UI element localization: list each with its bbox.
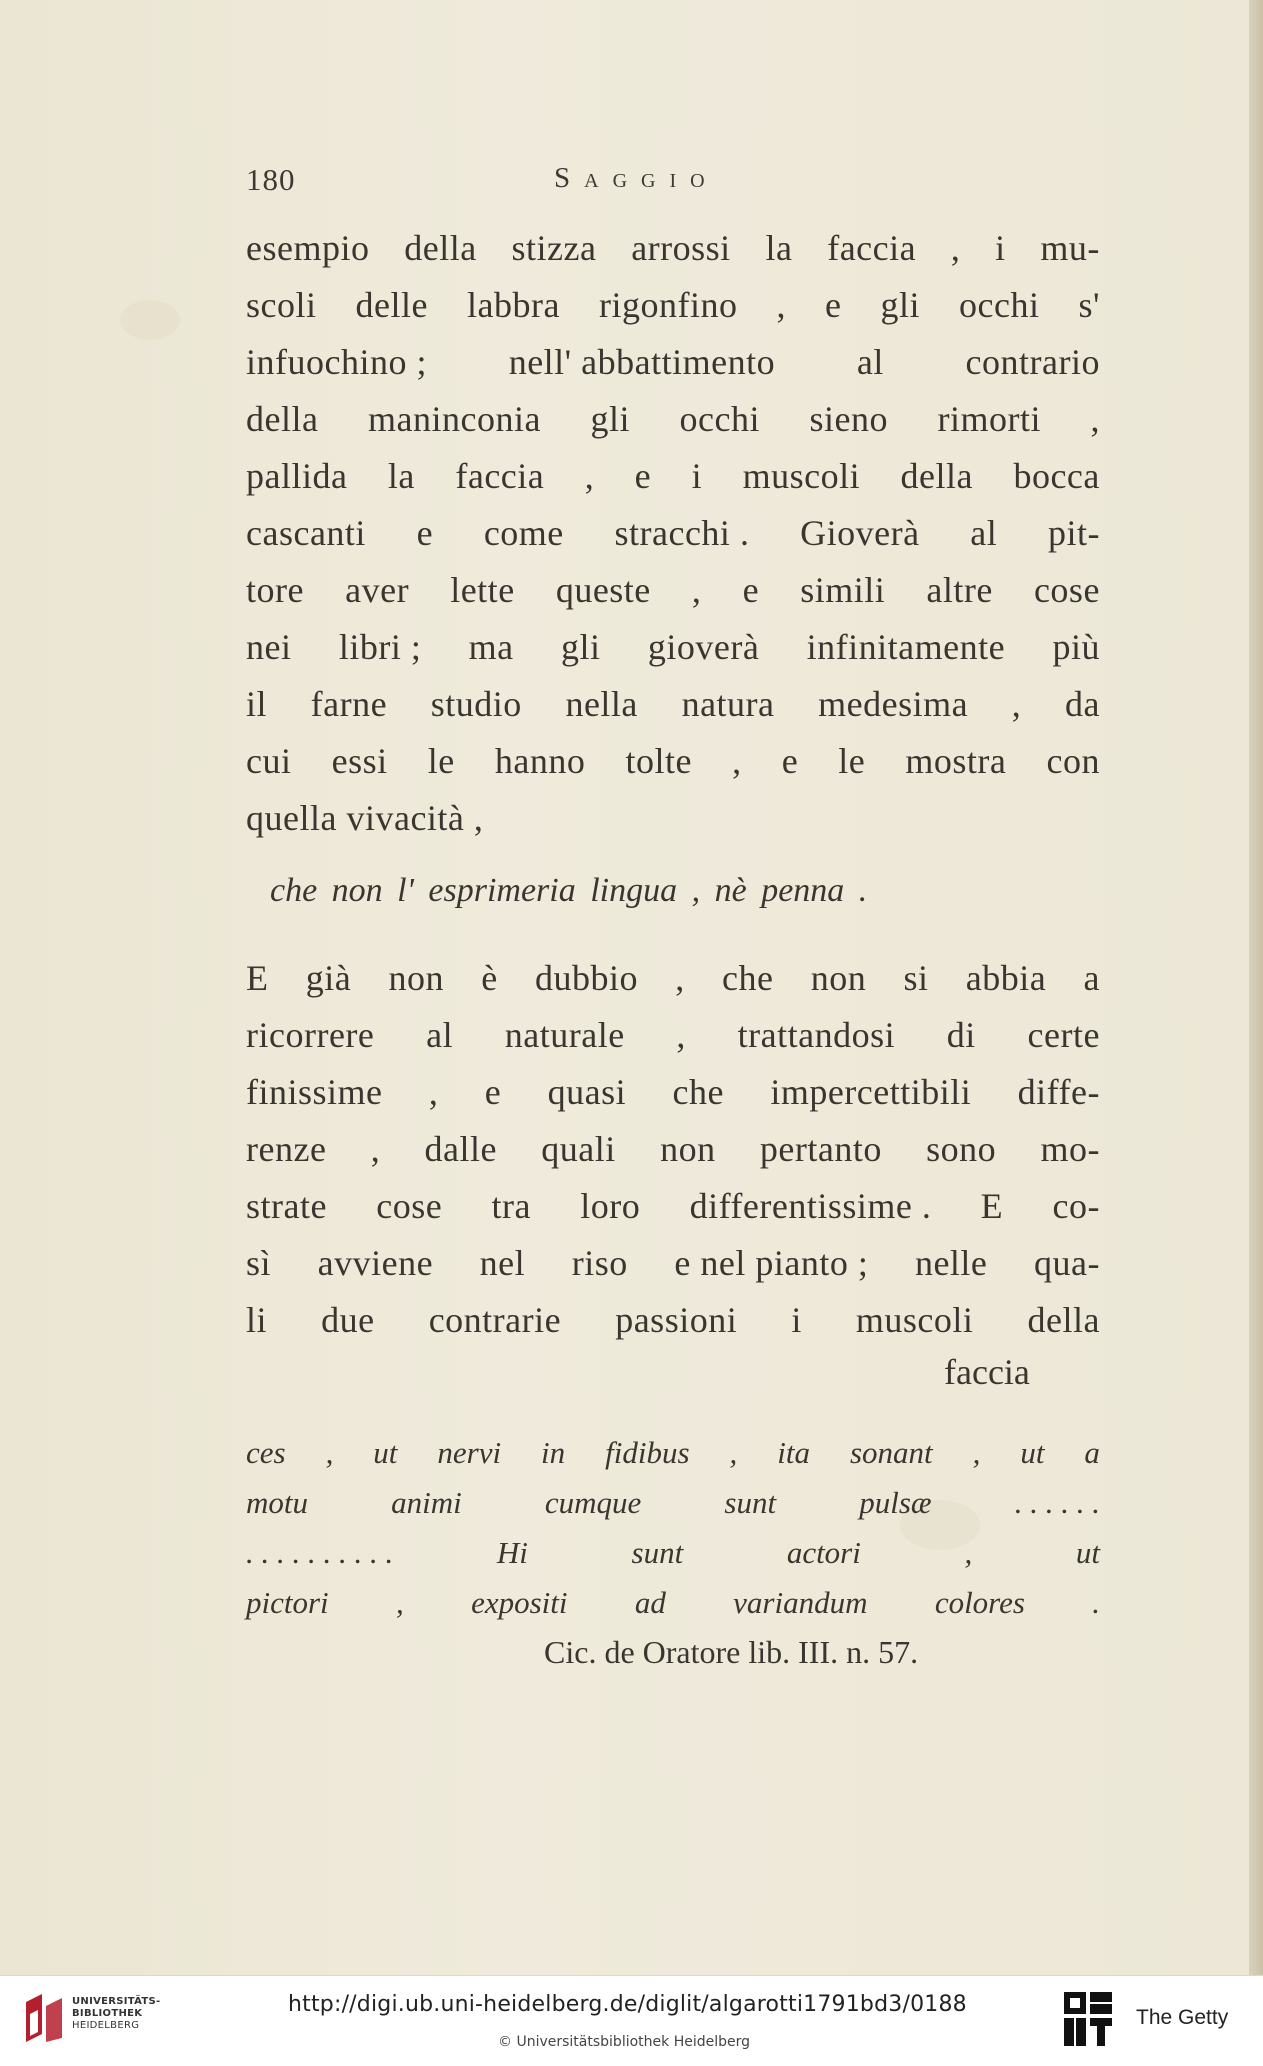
word: cose [1033, 570, 1100, 610]
word: nervi [437, 1435, 502, 1470]
word: la [387, 456, 415, 496]
word: della [246, 399, 319, 439]
word: gli [880, 285, 920, 325]
word: occhi [959, 285, 1040, 325]
page-number: 180 [246, 162, 296, 197]
word: dalle [424, 1129, 497, 1169]
word: al [426, 1015, 454, 1055]
word: i [791, 1300, 802, 1340]
word: pulsæ [859, 1485, 932, 1520]
word: ces [246, 1435, 286, 1470]
word: della [404, 228, 477, 268]
word: , [676, 1015, 686, 1055]
word: essi [331, 741, 388, 781]
word: nel [479, 1243, 526, 1283]
word: in [541, 1435, 566, 1470]
library-name-line: UNIVERSITÄTS- [72, 1996, 161, 2007]
word: , [964, 1535, 973, 1570]
word: cui [246, 741, 292, 781]
text-line [246, 505, 1100, 562]
word: muscoli [855, 1300, 974, 1340]
word: diffe- [1017, 1072, 1100, 1112]
library-name-line: HEIDELBERG [72, 2020, 140, 2031]
word: contrarie [428, 1300, 562, 1340]
page-edge [1249, 0, 1263, 1975]
copyright-notice: © Universitätsbibliothek Heidelberg [498, 2034, 751, 2050]
word: con [1046, 741, 1100, 781]
word: già [305, 958, 352, 998]
word: pallida [246, 456, 348, 496]
word: mu- [1040, 228, 1100, 268]
latin-footnote [246, 1428, 1100, 1628]
word: si [903, 958, 929, 998]
word: nei [246, 627, 292, 667]
word: expositi [471, 1585, 568, 1620]
word: , [675, 958, 685, 998]
word: dubbio [534, 958, 638, 998]
text-line [246, 334, 1100, 391]
word: loro [580, 1186, 641, 1226]
catchword: faccia [944, 1352, 1030, 1392]
word: E [980, 1186, 1004, 1226]
word: farne [310, 684, 388, 724]
word: sunt [631, 1535, 684, 1570]
word: natura [681, 684, 775, 724]
word: mo- [1040, 1129, 1100, 1169]
word: non [810, 958, 867, 998]
word: riso [571, 1243, 628, 1283]
text-line [246, 1235, 1100, 1292]
paper-stain [120, 300, 180, 340]
word: pictori [246, 1585, 329, 1620]
text-line [246, 733, 1100, 790]
word: che [721, 958, 774, 998]
word: motu [246, 1485, 308, 1520]
word: di [946, 1015, 976, 1055]
word: da [1064, 684, 1100, 724]
permalink-url[interactable]: http://digi.ub.uni-heidelberg.de/diglit/algarotti1791bd3/0188 [288, 1992, 967, 2017]
word: sì [246, 1243, 272, 1283]
word: delle [355, 285, 428, 325]
verse-quotation: che non l' esprimeria lingua , nè penna . [270, 872, 868, 909]
word: infuochino ; [246, 342, 427, 382]
word: scoli [246, 285, 317, 325]
word: contrario [965, 342, 1100, 382]
word: cumque [544, 1485, 642, 1520]
word: qua- [1034, 1243, 1100, 1283]
word: rimorti [937, 399, 1041, 439]
word: non [660, 1129, 716, 1169]
word: ut [1075, 1535, 1100, 1570]
word: faccia [827, 228, 917, 268]
word: lette [450, 570, 515, 610]
word: due [321, 1300, 375, 1340]
word: , [732, 741, 742, 781]
main-paragraph [246, 220, 1100, 847]
partner-name: The Getty [1136, 2006, 1229, 2029]
word: avviene [317, 1243, 434, 1283]
word: ut [1020, 1435, 1045, 1470]
word: tolte [625, 741, 692, 781]
getty-logo-icon [1062, 1990, 1114, 2050]
word: e [781, 741, 799, 781]
word: infinitamente [806, 627, 1006, 667]
footnote-citation: Cic. de Oratore lib. III. n. 57. [544, 1634, 919, 1670]
second-paragraph [246, 950, 1100, 1349]
word: impercettibili [770, 1072, 972, 1112]
word: che [672, 1072, 724, 1112]
word: bocca [1013, 456, 1100, 496]
word: , [729, 1435, 738, 1470]
word: faccia [455, 456, 545, 496]
word: più [1052, 627, 1100, 667]
word: animi [391, 1485, 462, 1520]
word: quella vivacità , [246, 798, 484, 838]
word: non [388, 958, 444, 998]
university-library-logo-icon [22, 1992, 68, 2044]
word: e [416, 513, 434, 553]
word: cose [376, 1186, 443, 1226]
word: renze [246, 1129, 327, 1169]
word: nella [565, 684, 638, 724]
word: . . . . . . . . . . [246, 1535, 394, 1570]
word: ma [468, 627, 514, 667]
library-name-line: BIBLIOTHEK [72, 2008, 143, 2019]
word: nell' abbattimento [508, 342, 776, 382]
footnote-line [246, 1528, 1100, 1578]
word: , [396, 1585, 404, 1620]
word: , [1011, 684, 1022, 724]
word: la [765, 228, 793, 268]
word: s' [1078, 285, 1100, 325]
word: li [246, 1300, 268, 1340]
word: fidibus [605, 1435, 690, 1470]
word: colores [934, 1585, 1025, 1620]
word: ad [634, 1585, 666, 1620]
word: strate [246, 1186, 327, 1226]
text-line [246, 1292, 1100, 1349]
footnote-line [246, 1578, 1100, 1628]
word: medesima [818, 684, 969, 724]
word: finissime [246, 1072, 383, 1112]
footnote-line [246, 1478, 1100, 1528]
word: della [1027, 1300, 1100, 1340]
word: gli [561, 627, 601, 667]
word: cascanti [246, 513, 366, 553]
word: hanno [494, 741, 586, 781]
word: le [427, 741, 455, 781]
word: naturale [504, 1015, 625, 1055]
text-line [246, 448, 1100, 505]
word: stizza [511, 228, 597, 268]
word: variandum [733, 1585, 868, 1620]
word: il [246, 684, 268, 724]
text-line [246, 1178, 1100, 1235]
word: ita [777, 1435, 810, 1470]
word: , [584, 456, 595, 496]
word: simili [800, 570, 886, 610]
word: differentissime . [689, 1186, 932, 1226]
word: esempio [246, 228, 370, 268]
word: . [1092, 1585, 1100, 1620]
text-line [246, 619, 1100, 676]
text-line [246, 950, 1100, 1007]
word: , [428, 1072, 439, 1112]
word: al [856, 342, 884, 382]
word: al [970, 513, 998, 553]
word: gli [590, 399, 630, 439]
word: co- [1052, 1186, 1100, 1226]
word: rigonfino [598, 285, 738, 325]
word: , [1090, 399, 1100, 439]
text-line [246, 1121, 1100, 1178]
text-line [246, 676, 1100, 733]
word: ricorrere [246, 1015, 375, 1055]
word: e [824, 285, 842, 325]
word: le [838, 741, 866, 781]
word: quali [541, 1129, 616, 1169]
word: studio [430, 684, 522, 724]
word: pertanto [759, 1129, 882, 1169]
word: a [1084, 1435, 1100, 1470]
word: mostra [905, 741, 1007, 781]
text-line [246, 1007, 1100, 1064]
word: certe [1027, 1015, 1100, 1055]
footnote-line [246, 1428, 1100, 1478]
word: maninconia [367, 399, 541, 439]
word: sieno [809, 399, 888, 439]
running-header [246, 162, 1076, 202]
word: trattandosi [737, 1015, 896, 1055]
word: sono [926, 1129, 997, 1169]
word: è [481, 958, 498, 998]
word: come [483, 513, 564, 553]
word: , [950, 228, 961, 268]
word: , [325, 1435, 334, 1470]
text-line [246, 790, 1100, 847]
word: aver [345, 570, 410, 610]
word: a [1083, 958, 1100, 998]
word: tra [491, 1186, 531, 1226]
word: gioverà [647, 627, 760, 667]
word: . . . . . . [1014, 1485, 1100, 1520]
running-title: Saggio [554, 162, 719, 194]
word: arrossi [631, 228, 731, 268]
word: occhi [679, 399, 760, 439]
word: passioni [615, 1300, 738, 1340]
text-line [246, 220, 1100, 277]
word: Gioverà [800, 513, 920, 553]
word: sunt [724, 1485, 777, 1520]
word: , [370, 1129, 381, 1169]
word: della [900, 456, 973, 496]
word: , [972, 1435, 981, 1470]
word: queste [555, 570, 651, 610]
word: muscoli [742, 456, 861, 496]
library-name [72, 1996, 161, 2032]
word: stracchi . [614, 513, 750, 553]
word: altre [926, 570, 993, 610]
word: , [691, 570, 702, 610]
text-line [246, 277, 1100, 334]
word: Hi [496, 1535, 528, 1570]
word: libri ; [338, 627, 422, 667]
word: quasi [547, 1072, 627, 1112]
word: i [995, 228, 1006, 268]
word: e nel pianto ; [674, 1243, 869, 1283]
word: ut [373, 1435, 398, 1470]
text-line [246, 562, 1100, 619]
viewer-footer [0, 1975, 1263, 2066]
word: e [742, 570, 760, 610]
text-line [246, 1064, 1100, 1121]
word: , [776, 285, 786, 325]
word: pit- [1047, 513, 1100, 553]
text-line [246, 391, 1100, 448]
word: i [691, 456, 703, 496]
word: e [634, 456, 652, 496]
word: sonant [849, 1435, 933, 1470]
word: e [484, 1072, 502, 1112]
word: abbia [965, 958, 1047, 998]
word: tore [246, 570, 304, 610]
word: E [246, 958, 269, 998]
word: labbra [467, 285, 560, 325]
word: actori [786, 1535, 861, 1570]
word: nelle [914, 1243, 988, 1283]
